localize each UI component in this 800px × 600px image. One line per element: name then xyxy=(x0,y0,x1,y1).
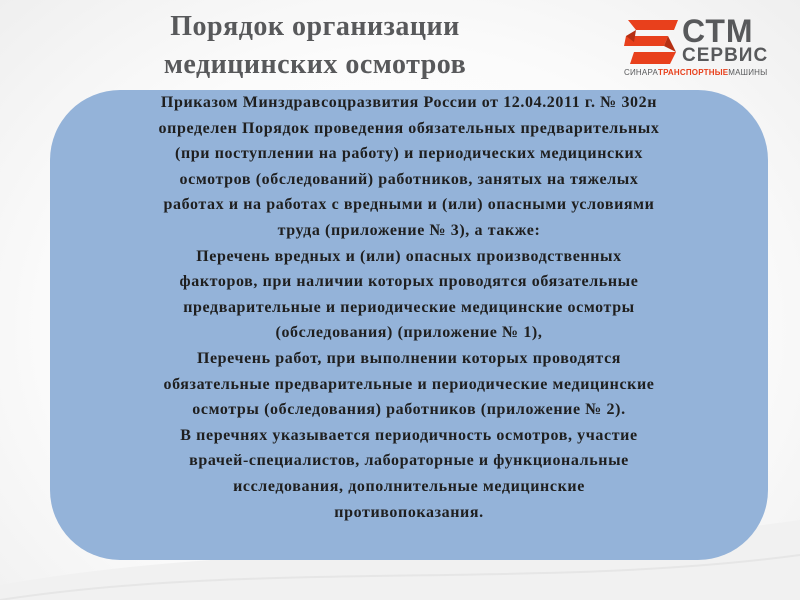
body-line: врачей-специалистов, лабораторные и функциональные xyxy=(189,452,629,470)
body-line: (обследования) (приложение № 1), xyxy=(275,324,543,342)
body-line: исследования, дополнительные медицинские xyxy=(233,477,585,495)
body-line: Перечень работ, при выполнении которых проводятся xyxy=(196,349,622,367)
body-line: Приказом Минздравсоцразвития России от 12.04.2011 г. № 302н xyxy=(160,94,658,111)
body-line: (при поступлении на работу) и периодических медицинских xyxy=(175,145,643,163)
body-line: осмотры (обследования) работников (приложение № 2). xyxy=(192,401,626,419)
logo-tagline-prefix: СИНАРА xyxy=(624,68,658,77)
body-line: осмотров (обследований) работников, занятых на тяжелых xyxy=(179,170,639,188)
body-line: Перечень вредных и (или) опасных производственных xyxy=(196,247,622,265)
logo-tagline-suffix: МАШИНЫ xyxy=(728,68,768,77)
body-line: обязательные предварительные и периодические медицинские xyxy=(163,375,655,393)
slide-title xyxy=(95,8,535,84)
body-line: факторов, при наличии которых проводятся обязательные xyxy=(179,273,639,291)
logo-subname: СЕРВИС xyxy=(682,45,769,66)
body-line: работах и на работах с вредными и (или) опасными условиями xyxy=(163,196,655,214)
body-line: противопоказания. xyxy=(334,503,484,521)
body-line: определен Порядок проведения обязательных предварительных xyxy=(158,119,660,137)
logo-tagline-accent: ТРАНСПОРТНЫЕ xyxy=(657,68,729,77)
company-logo xyxy=(622,13,794,78)
body-line: труда (приложение № 3), а также: xyxy=(277,221,541,239)
body-line: предварительные и периодические медицинские осмотры xyxy=(183,298,635,316)
logo-tagline xyxy=(624,68,767,78)
body-text xyxy=(78,90,740,525)
slide-title-line-1: Порядок организации xyxy=(170,11,460,42)
body-line: В перечнях указывается периодичность осмотров, участие xyxy=(180,426,638,444)
logo-s-icon xyxy=(622,16,680,70)
logo-name: СТМ xyxy=(682,13,754,49)
slide-title-line-2: медицинских осмотров xyxy=(163,49,467,80)
